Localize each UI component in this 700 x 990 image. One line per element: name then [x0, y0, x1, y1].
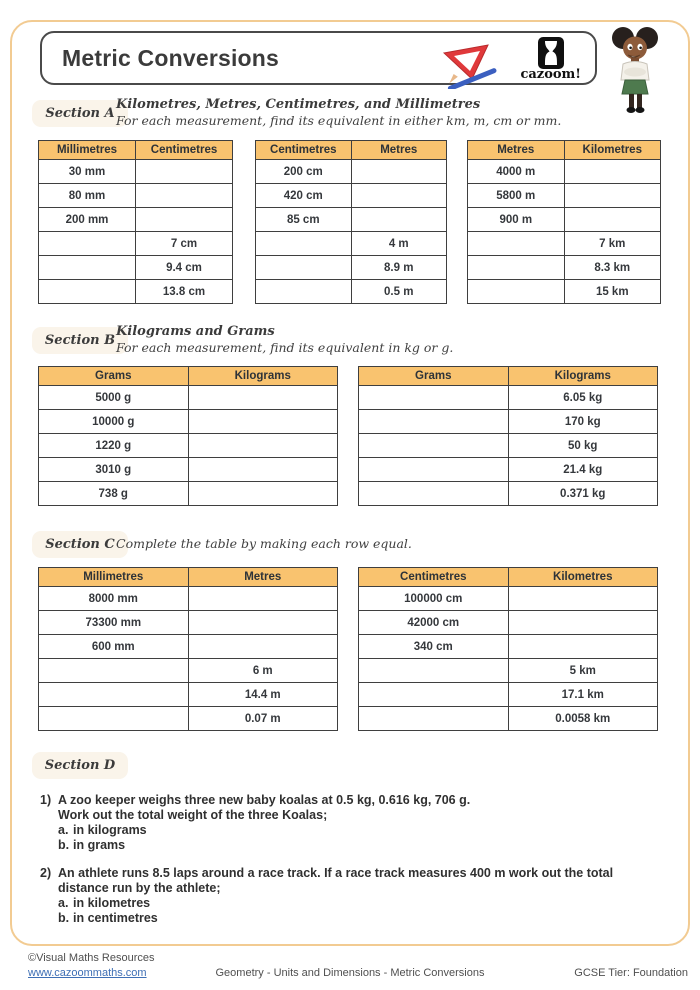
column-header: Kilometres: [564, 141, 661, 160]
schoolgirl-mascot: [606, 26, 664, 114]
column-header: Metres: [351, 141, 447, 160]
table-cell-value: 340 cm: [359, 635, 509, 659]
table-cell-blank: [256, 256, 352, 280]
table-cell-blank: [136, 184, 233, 208]
table-cell-blank: [188, 434, 338, 458]
table-g-kg-left: [38, 366, 338, 506]
column-header: Grams: [359, 367, 509, 386]
table-row: [468, 280, 661, 304]
table-cell-value: 7 km: [564, 232, 661, 256]
column-header: Metres: [468, 141, 565, 160]
question-2-line-2: distance run by the athlete;: [58, 881, 221, 895]
column-header: Grams: [39, 367, 189, 386]
table-cell-blank: [136, 208, 233, 232]
footer-copyright: ©Visual Maths Resources: [28, 952, 155, 964]
section-d-label: Section D: [32, 752, 128, 779]
table-row: [39, 280, 233, 304]
cazoom-logo-text: cazoom!: [520, 67, 581, 82]
table-row: [468, 232, 661, 256]
table-cell-value: 8000 mm: [39, 587, 189, 611]
table-row: [39, 232, 233, 256]
table-cell-blank: [359, 410, 509, 434]
table-row: [468, 184, 661, 208]
table-row: [39, 611, 338, 635]
table-cell-value: 10000 g: [39, 410, 189, 434]
table-cell-value: 17.1 km: [508, 683, 658, 707]
table-cell-value: 15 km: [564, 280, 661, 304]
question-1-part-a: a. in kilograms: [58, 823, 147, 837]
question-2-line-1: An athlete runs 8.5 laps around a race track. If a race track measures 400 m work out the total: [58, 866, 614, 880]
column-header: Kilometres: [508, 568, 658, 587]
table-cell-value: 42000 cm: [359, 611, 509, 635]
question-2-part-a: a. in kilometres: [58, 896, 151, 910]
table-cell-value: 6 m: [188, 659, 338, 683]
column-header: Centimetres: [256, 141, 352, 160]
table-cell-value: 13.8 cm: [136, 280, 233, 304]
table-cell-blank: [188, 611, 338, 635]
table-cell-value: 900 m: [468, 208, 565, 232]
worksheet-header: [40, 31, 597, 85]
table-row: [468, 160, 661, 184]
question-2-part-b: b. in centimetres: [58, 911, 158, 925]
table-cell-blank: [188, 458, 338, 482]
table-cell-blank: [508, 635, 658, 659]
table-row: [359, 482, 658, 506]
table-row: [39, 683, 338, 707]
table-row: [359, 707, 658, 731]
table-row: [359, 659, 658, 683]
table-cell-value: 3010 g: [39, 458, 189, 482]
table-row: [359, 587, 658, 611]
section-c-label: Section C: [32, 531, 128, 558]
table-cell-blank: [136, 160, 233, 184]
column-header: Kilograms: [188, 367, 338, 386]
table-mm-m: [38, 567, 338, 731]
table-cell-value: 85 cm: [256, 208, 352, 232]
table-cell-value: 5 km: [508, 659, 658, 683]
column-header: Centimetres: [359, 568, 509, 587]
table-row: [39, 410, 338, 434]
table-cell-blank: [39, 707, 189, 731]
table-row: [256, 184, 447, 208]
header-icons: [438, 37, 581, 83]
table-cell-value: 8.9 m: [351, 256, 447, 280]
table-row: [359, 458, 658, 482]
table-cell-value: 4000 m: [468, 160, 565, 184]
table-mm-cm: [38, 140, 233, 304]
table-row: [359, 683, 658, 707]
table-row: [359, 611, 658, 635]
table-row: [39, 635, 338, 659]
table-cell-value: 14.4 m: [188, 683, 338, 707]
table-cell-blank: [39, 232, 136, 256]
table-cell-value: 200 mm: [39, 208, 136, 232]
table-cell-blank: [256, 232, 352, 256]
table-row: [256, 208, 447, 232]
table-cell-value: 80 mm: [39, 184, 136, 208]
table-row: [468, 256, 661, 280]
table-cell-value: 0.07 m: [188, 707, 338, 731]
table-cell-value: 73300 mm: [39, 611, 189, 635]
table-row: [39, 256, 233, 280]
table-row: [39, 458, 338, 482]
table-cell-value: 8.3 km: [564, 256, 661, 280]
page-footer: [0, 948, 700, 990]
page-title: Metric Conversions: [62, 44, 280, 71]
table-cell-blank: [351, 160, 447, 184]
table-row: [256, 256, 447, 280]
section-b-label: Section B: [32, 327, 128, 354]
table-cell-blank: [256, 280, 352, 304]
table-row: [39, 386, 338, 410]
table-row: [359, 635, 658, 659]
table-cell-blank: [468, 280, 565, 304]
table-cell-value: 5800 m: [468, 184, 565, 208]
table-cell-blank: [564, 208, 661, 232]
table-cell-value: 50 kg: [508, 434, 658, 458]
column-header: Metres: [188, 568, 338, 587]
question-1-number: 1): [40, 793, 52, 807]
table-row: [39, 707, 338, 731]
table-row: [256, 160, 447, 184]
question-1-line-1: A zoo keeper weighs three new baby koalas at 0.5 kg, 0.616 kg, 706 g.: [58, 793, 471, 807]
table-row: [39, 587, 338, 611]
table-cell-blank: [188, 587, 338, 611]
table-cell-blank: [359, 707, 509, 731]
table-cell-value: 9.4 cm: [136, 256, 233, 280]
table-cell-value: 0.371 kg: [508, 482, 658, 506]
table-cell-blank: [39, 256, 136, 280]
table-row: [256, 280, 447, 304]
table-cell-blank: [188, 386, 338, 410]
table-cell-value: 1220 g: [39, 434, 189, 458]
table-cell-blank: [564, 160, 661, 184]
table-cell-value: 7 cm: [136, 232, 233, 256]
table-cell-blank: [188, 635, 338, 659]
section-b-subheading: For each measurement, find its equivalent in kg or g.: [116, 340, 454, 355]
table-cell-blank: [39, 683, 189, 707]
table-row: [39, 482, 338, 506]
section-b-heading: Kilograms and Grams: [116, 324, 275, 339]
table-cell-value: 21.4 kg: [508, 458, 658, 482]
table-cell-blank: [188, 410, 338, 434]
table-cell-blank: [39, 659, 189, 683]
table-row: [359, 386, 658, 410]
table-cell-value: 6.05 kg: [508, 386, 658, 410]
table-cell-blank: [359, 386, 509, 410]
table-cell-value: 738 g: [39, 482, 189, 506]
table-g-kg-right: [358, 366, 658, 506]
table-cell-value: 600 mm: [39, 635, 189, 659]
table-cell-blank: [351, 184, 447, 208]
table-cell-blank: [39, 280, 136, 304]
table-row: [468, 208, 661, 232]
table-row: [39, 659, 338, 683]
table-row: [359, 434, 658, 458]
section-a-subheading: For each measurement, find its equivalent in either km, m, cm or mm.: [116, 113, 562, 128]
column-header: Kilograms: [508, 367, 658, 386]
table-row: [359, 410, 658, 434]
table-m-km: [467, 140, 661, 304]
table-row: [39, 434, 338, 458]
table-cell-blank: [508, 611, 658, 635]
table-cell-blank: [359, 434, 509, 458]
table-cell-value: 420 cm: [256, 184, 352, 208]
column-header: Millimetres: [39, 568, 189, 587]
table-row: [256, 232, 447, 256]
table-cm-km: [358, 567, 658, 731]
footer-topic: Geometry - Units and Dimensions - Metric Conversions: [215, 967, 485, 979]
question-1: [40, 793, 670, 853]
table-cell-value: 100000 cm: [359, 587, 509, 611]
question-2-number: 2): [40, 866, 52, 880]
table-row: [39, 184, 233, 208]
table-cell-blank: [468, 232, 565, 256]
footer-website-link[interactable]: www.cazoommaths.com: [28, 967, 147, 979]
section-a-label: Section A: [32, 100, 128, 127]
table-cell-blank: [359, 659, 509, 683]
table-cell-value: 4 m: [351, 232, 447, 256]
table-cell-blank: [351, 208, 447, 232]
table-cell-blank: [564, 184, 661, 208]
cazoom-logo-icon: [538, 37, 564, 69]
table-cell-value: 0.5 m: [351, 280, 447, 304]
section-c-instruction: Complete the table by making each row equal.: [116, 536, 412, 551]
table-cell-blank: [359, 482, 509, 506]
table-row: [39, 160, 233, 184]
column-header: Millimetres: [39, 141, 136, 160]
table-cell-blank: [468, 256, 565, 280]
table-row: [39, 208, 233, 232]
table-cell-value: 30 mm: [39, 160, 136, 184]
table-cell-blank: [359, 458, 509, 482]
question-1-part-b: b. in grams: [58, 838, 126, 852]
table-cell-value: 5000 g: [39, 386, 189, 410]
table-cell-blank: [508, 587, 658, 611]
table-cell-value: 170 kg: [508, 410, 658, 434]
question-1-line-2: Work out the total weight of the three Koalas;: [58, 808, 328, 822]
set-square-pencil-icon: [438, 43, 510, 89]
table-cell-blank: [359, 683, 509, 707]
section-a-heading: Kilometres, Metres, Centimetres, and Millimetres: [116, 97, 481, 112]
footer-tier: GCSE Tier: Foundation: [574, 967, 688, 979]
table-cell-blank: [188, 482, 338, 506]
cazoom-logo: [520, 37, 581, 82]
question-2: [40, 866, 670, 926]
column-header: Centimetres: [136, 141, 233, 160]
table-cm-m: [255, 140, 447, 304]
table-cell-value: 200 cm: [256, 160, 352, 184]
table-cell-value: 0.0058 km: [508, 707, 658, 731]
